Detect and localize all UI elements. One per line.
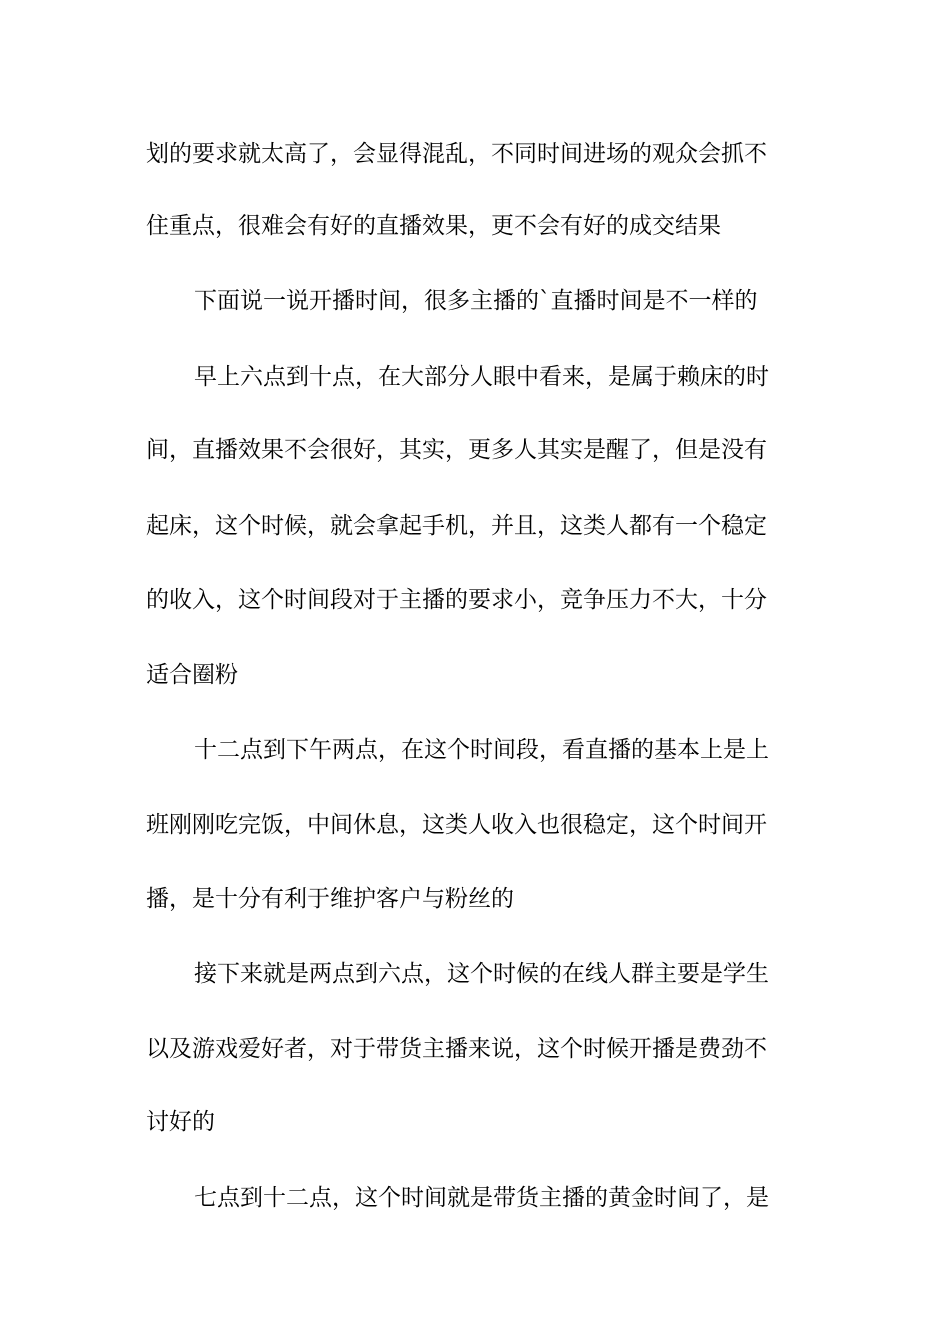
text-line: 起床，这个时候，就会拿起手机，并且，这类人都有一个稳定 — [146, 513, 767, 539]
paragraph-first-line: 接下来就是两点到六点，这个时候的在线人群主要是学生 — [194, 961, 769, 987]
paragraph-first-line: 十二点到下午两点，在这个时间段，看直播的基本上是上 — [194, 737, 769, 763]
text-line: 播，是十分有利于维护客户与粉丝的 — [146, 886, 514, 912]
text-line: 班刚刚吃完饭，中间休息，这类人收入也很稳定，这个时间开 — [146, 812, 767, 838]
text-line: 适合圈粉 — [146, 662, 238, 688]
paragraph-first-line: 下面说一说开播时间，很多主播的`直播时间是不一样的 — [194, 288, 758, 314]
text-line: 间，直播效果不会很好，其实，更多人其实是醒了，但是没有 — [146, 437, 767, 463]
text-line: 的收入，这个时间段对于主播的要求小，竞争压力不大，十分 — [146, 587, 767, 613]
paragraph-first-line: 早上六点到十点，在大部分人眼中看来，是属于赖床的时 — [194, 364, 769, 390]
text-line: 讨好的 — [146, 1109, 215, 1135]
text-line: 以及游戏爱好者，对于带货主播来说，这个时候开播是费劲不 — [146, 1036, 767, 1062]
paragraph-first-line: 七点到十二点，这个时间就是带货主播的黄金时间了，是 — [194, 1185, 769, 1211]
text-line: 划的要求就太高了，会显得混乱，不同时间进场的观众会抓不 — [146, 141, 767, 167]
text-line: 住重点，很难会有好的直播效果，更不会有好的成交结果 — [146, 213, 721, 239]
